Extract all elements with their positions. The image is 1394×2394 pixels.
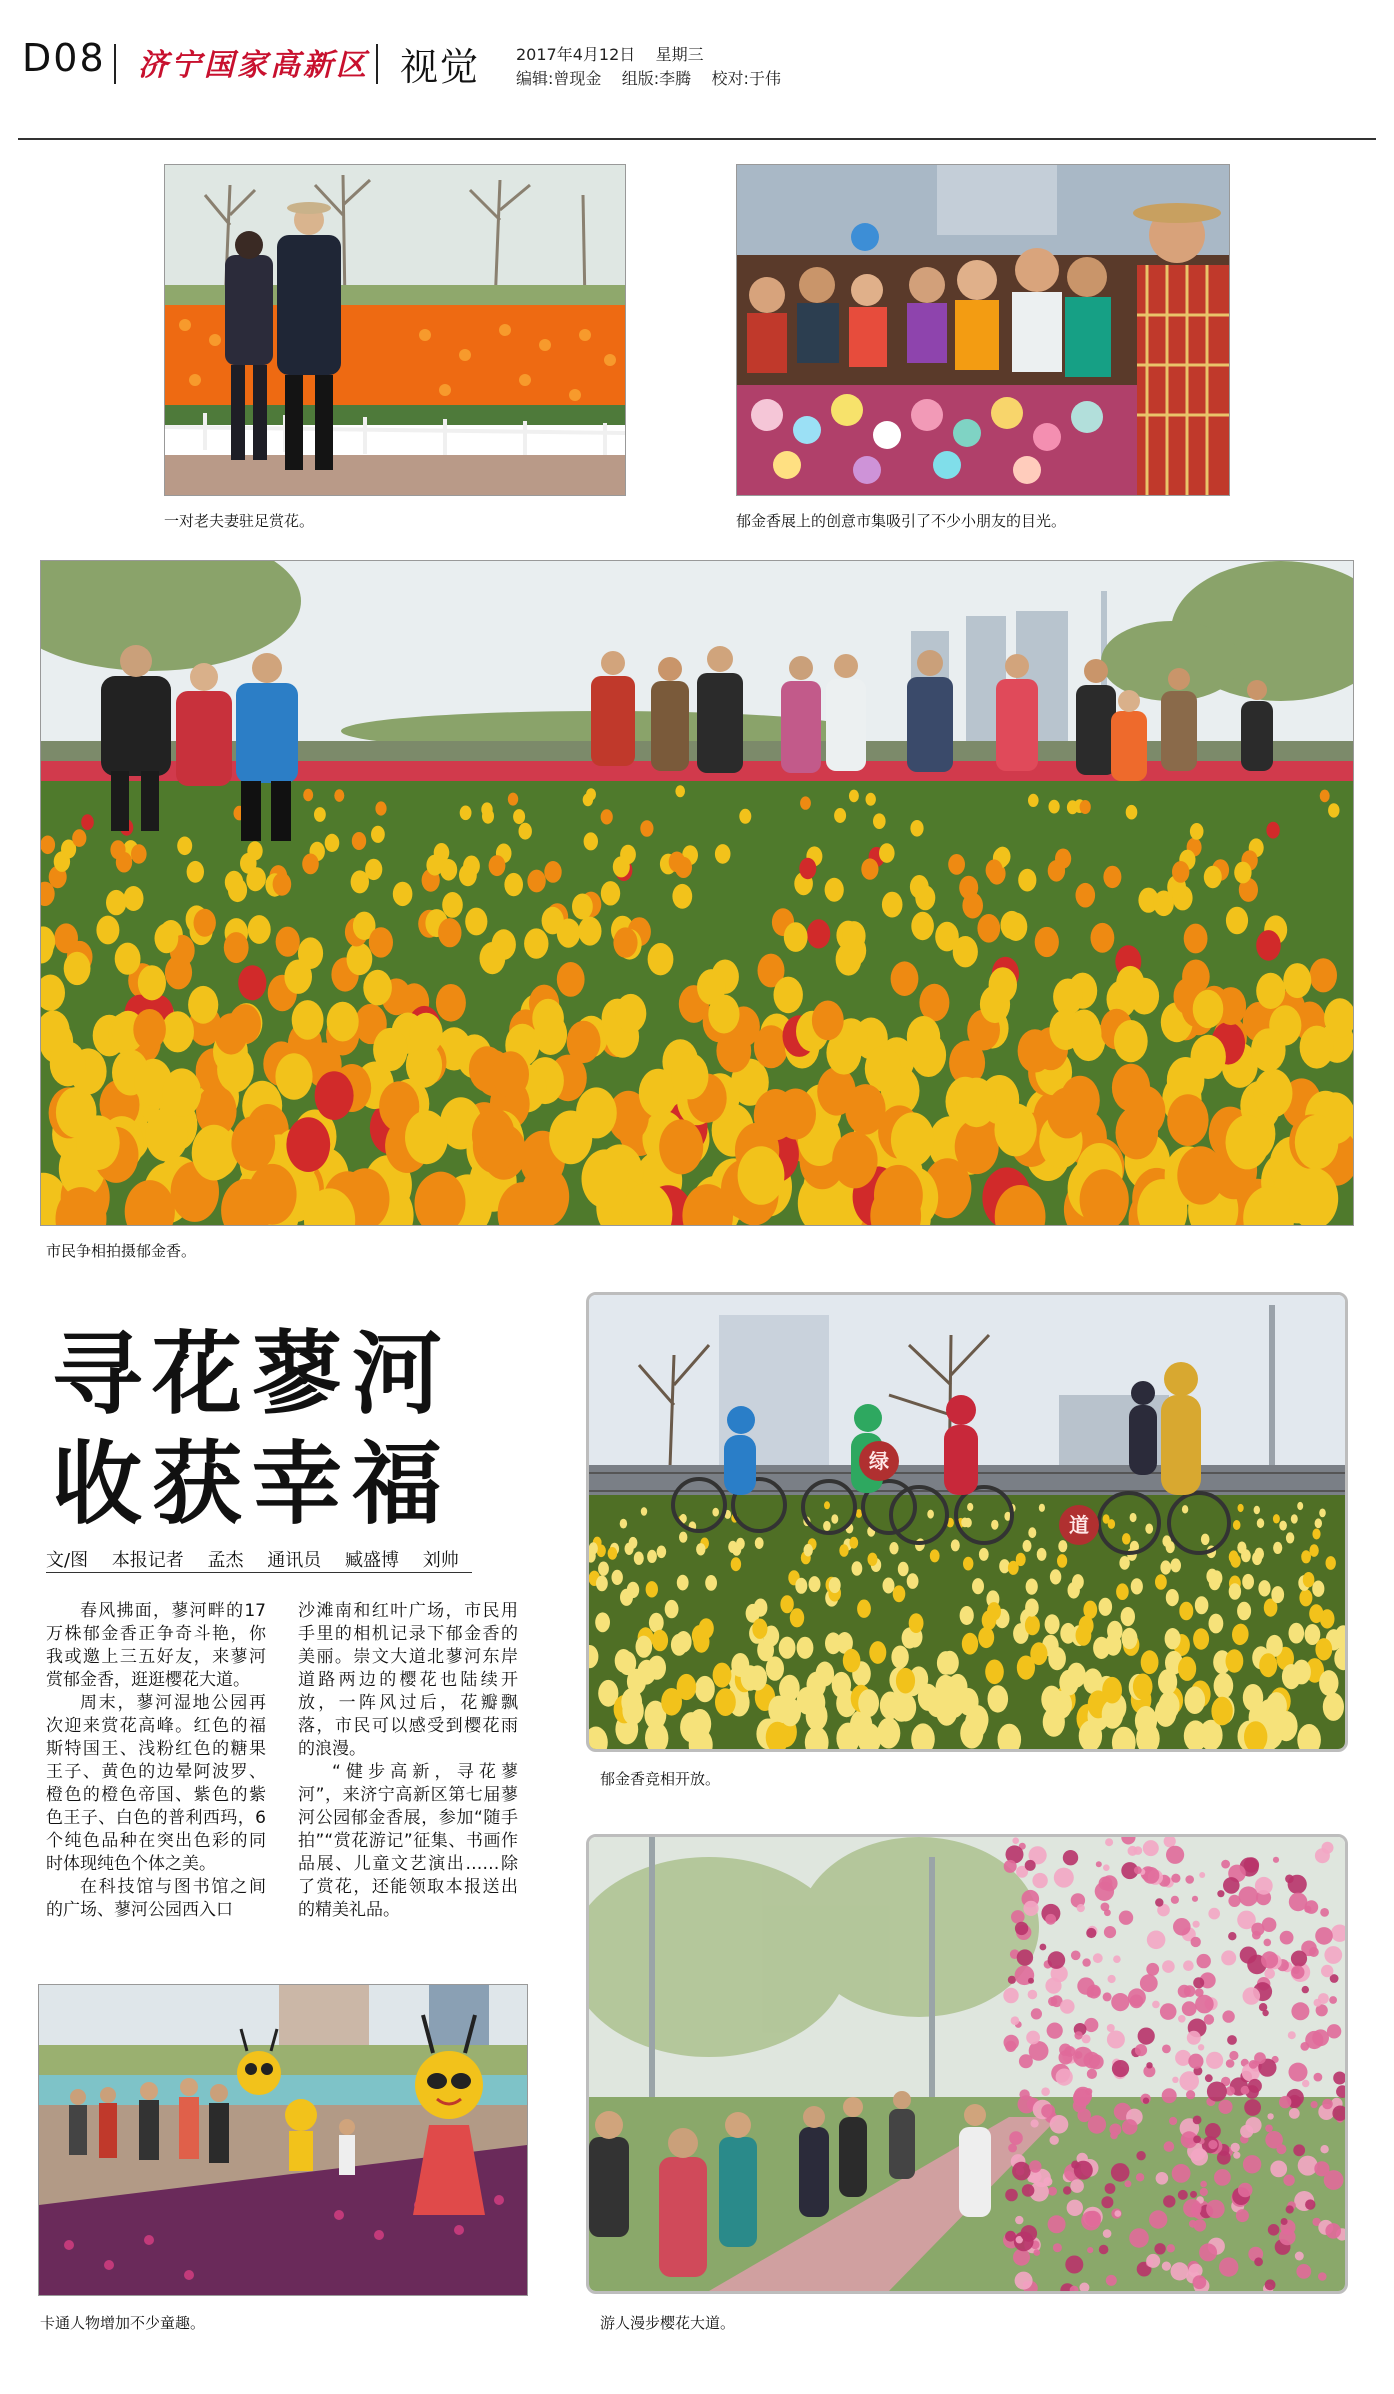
headline-line-1: 寻花蓼河	[52, 1322, 452, 1427]
staff-name: 于伟	[748, 69, 781, 88]
caption-couple: 一对老夫妻驻足赏花。	[164, 512, 315, 530]
photo-cartoon	[38, 1984, 528, 2296]
byline	[46, 1546, 477, 1572]
caption-tulips: 市民争相拍摄郁金香。	[46, 1242, 197, 1260]
article-paragraph: 周末，蓼河湿地公园再次迎来赏花高峰。红色的福斯特国王、浅粉红色的糖果王子、黄色的边晕阿波罗、橙色的橙色帝国、紫色的紫色王子、白色的普利西玛，6个纯色品种在突出色彩的同时体现纯色个体之美。	[46, 1693, 266, 1874]
article-column-1	[46, 1600, 266, 1922]
caption-cartoon: 卡通人物增加不少童趣。	[40, 2314, 206, 2332]
photo-tulips	[40, 560, 1354, 1226]
photo-market	[736, 164, 1230, 496]
header-divider	[376, 44, 378, 84]
sign-dao: 道	[1069, 1513, 1089, 1537]
byline-lead: 文/图	[46, 1550, 89, 1571]
issue-weekday: 星期三	[655, 45, 704, 64]
article-paragraph: “健步高新，寻花蓼河”，来济宁高新区第七届蓼河公园郁金香展，参加“随手拍”“赏花游记”征集、书画作品展、儿童文艺演出……除了赏花，还能领取本报送出的精美礼品。	[298, 1762, 518, 1920]
header-rule	[18, 138, 1376, 140]
staff-name: 曾现金	[553, 69, 602, 88]
article-paragraph: 在科技馆与图书馆之间的广场、蓼河公园西入口	[46, 1877, 266, 1920]
article-paragraph: 沙滩南和红叶广场，市民用手里的相机记录下郁金香的美丽。崇文大道北蓼河东岸道路两边的樱花也陆续开放，一阵风过后，花瓣飘落，市民可以感受到樱花雨的浪漫。	[298, 1601, 518, 1759]
byline-correspondent: 刘帅	[422, 1550, 459, 1571]
page-number: D08	[22, 36, 106, 80]
photo-couple	[164, 164, 626, 496]
byline-correspondent: 臧盛博	[345, 1550, 400, 1571]
article-column-2	[298, 1600, 518, 1922]
date-line	[516, 42, 704, 65]
photo-cyclists	[586, 1292, 1348, 1752]
sign-lv: 绿	[869, 1449, 889, 1473]
caption-cherry: 游人漫步樱花大道。	[600, 2314, 736, 2332]
article-paragraph: 春风拂面，蓼河畔的17万株郁金香正争奇斗艳，你我或邀上三五好友，来蓼河赏郁金香，逛逛樱花大道。	[46, 1601, 266, 1690]
issue-date: 2017年4月12日	[516, 45, 636, 64]
caption-market: 郁金香展上的创意市集吸引了不少小朋友的目光。	[736, 512, 1067, 530]
caption-cyclists: 郁金香竞相开放。	[600, 1770, 721, 1788]
byline-reporter-title: 本报记者	[111, 1550, 184, 1571]
photo-cherry	[586, 1834, 1348, 2294]
byline-reporter: 孟杰	[207, 1550, 244, 1571]
staff-role: 组版:	[621, 69, 660, 88]
headline-line-2: 收获幸福	[52, 1432, 452, 1537]
masthead-logo: 济宁国家高新区	[138, 48, 369, 83]
staff-role: 校对:	[711, 69, 749, 88]
byline-correspondent-title: 通讯员	[267, 1550, 322, 1571]
byline-rule	[46, 1572, 472, 1573]
section-title: 视觉	[400, 45, 481, 89]
staff-role: 编辑:	[516, 69, 554, 88]
staff-name: 李腾	[659, 69, 692, 88]
staff-credits	[516, 66, 781, 89]
header-divider	[114, 44, 116, 84]
